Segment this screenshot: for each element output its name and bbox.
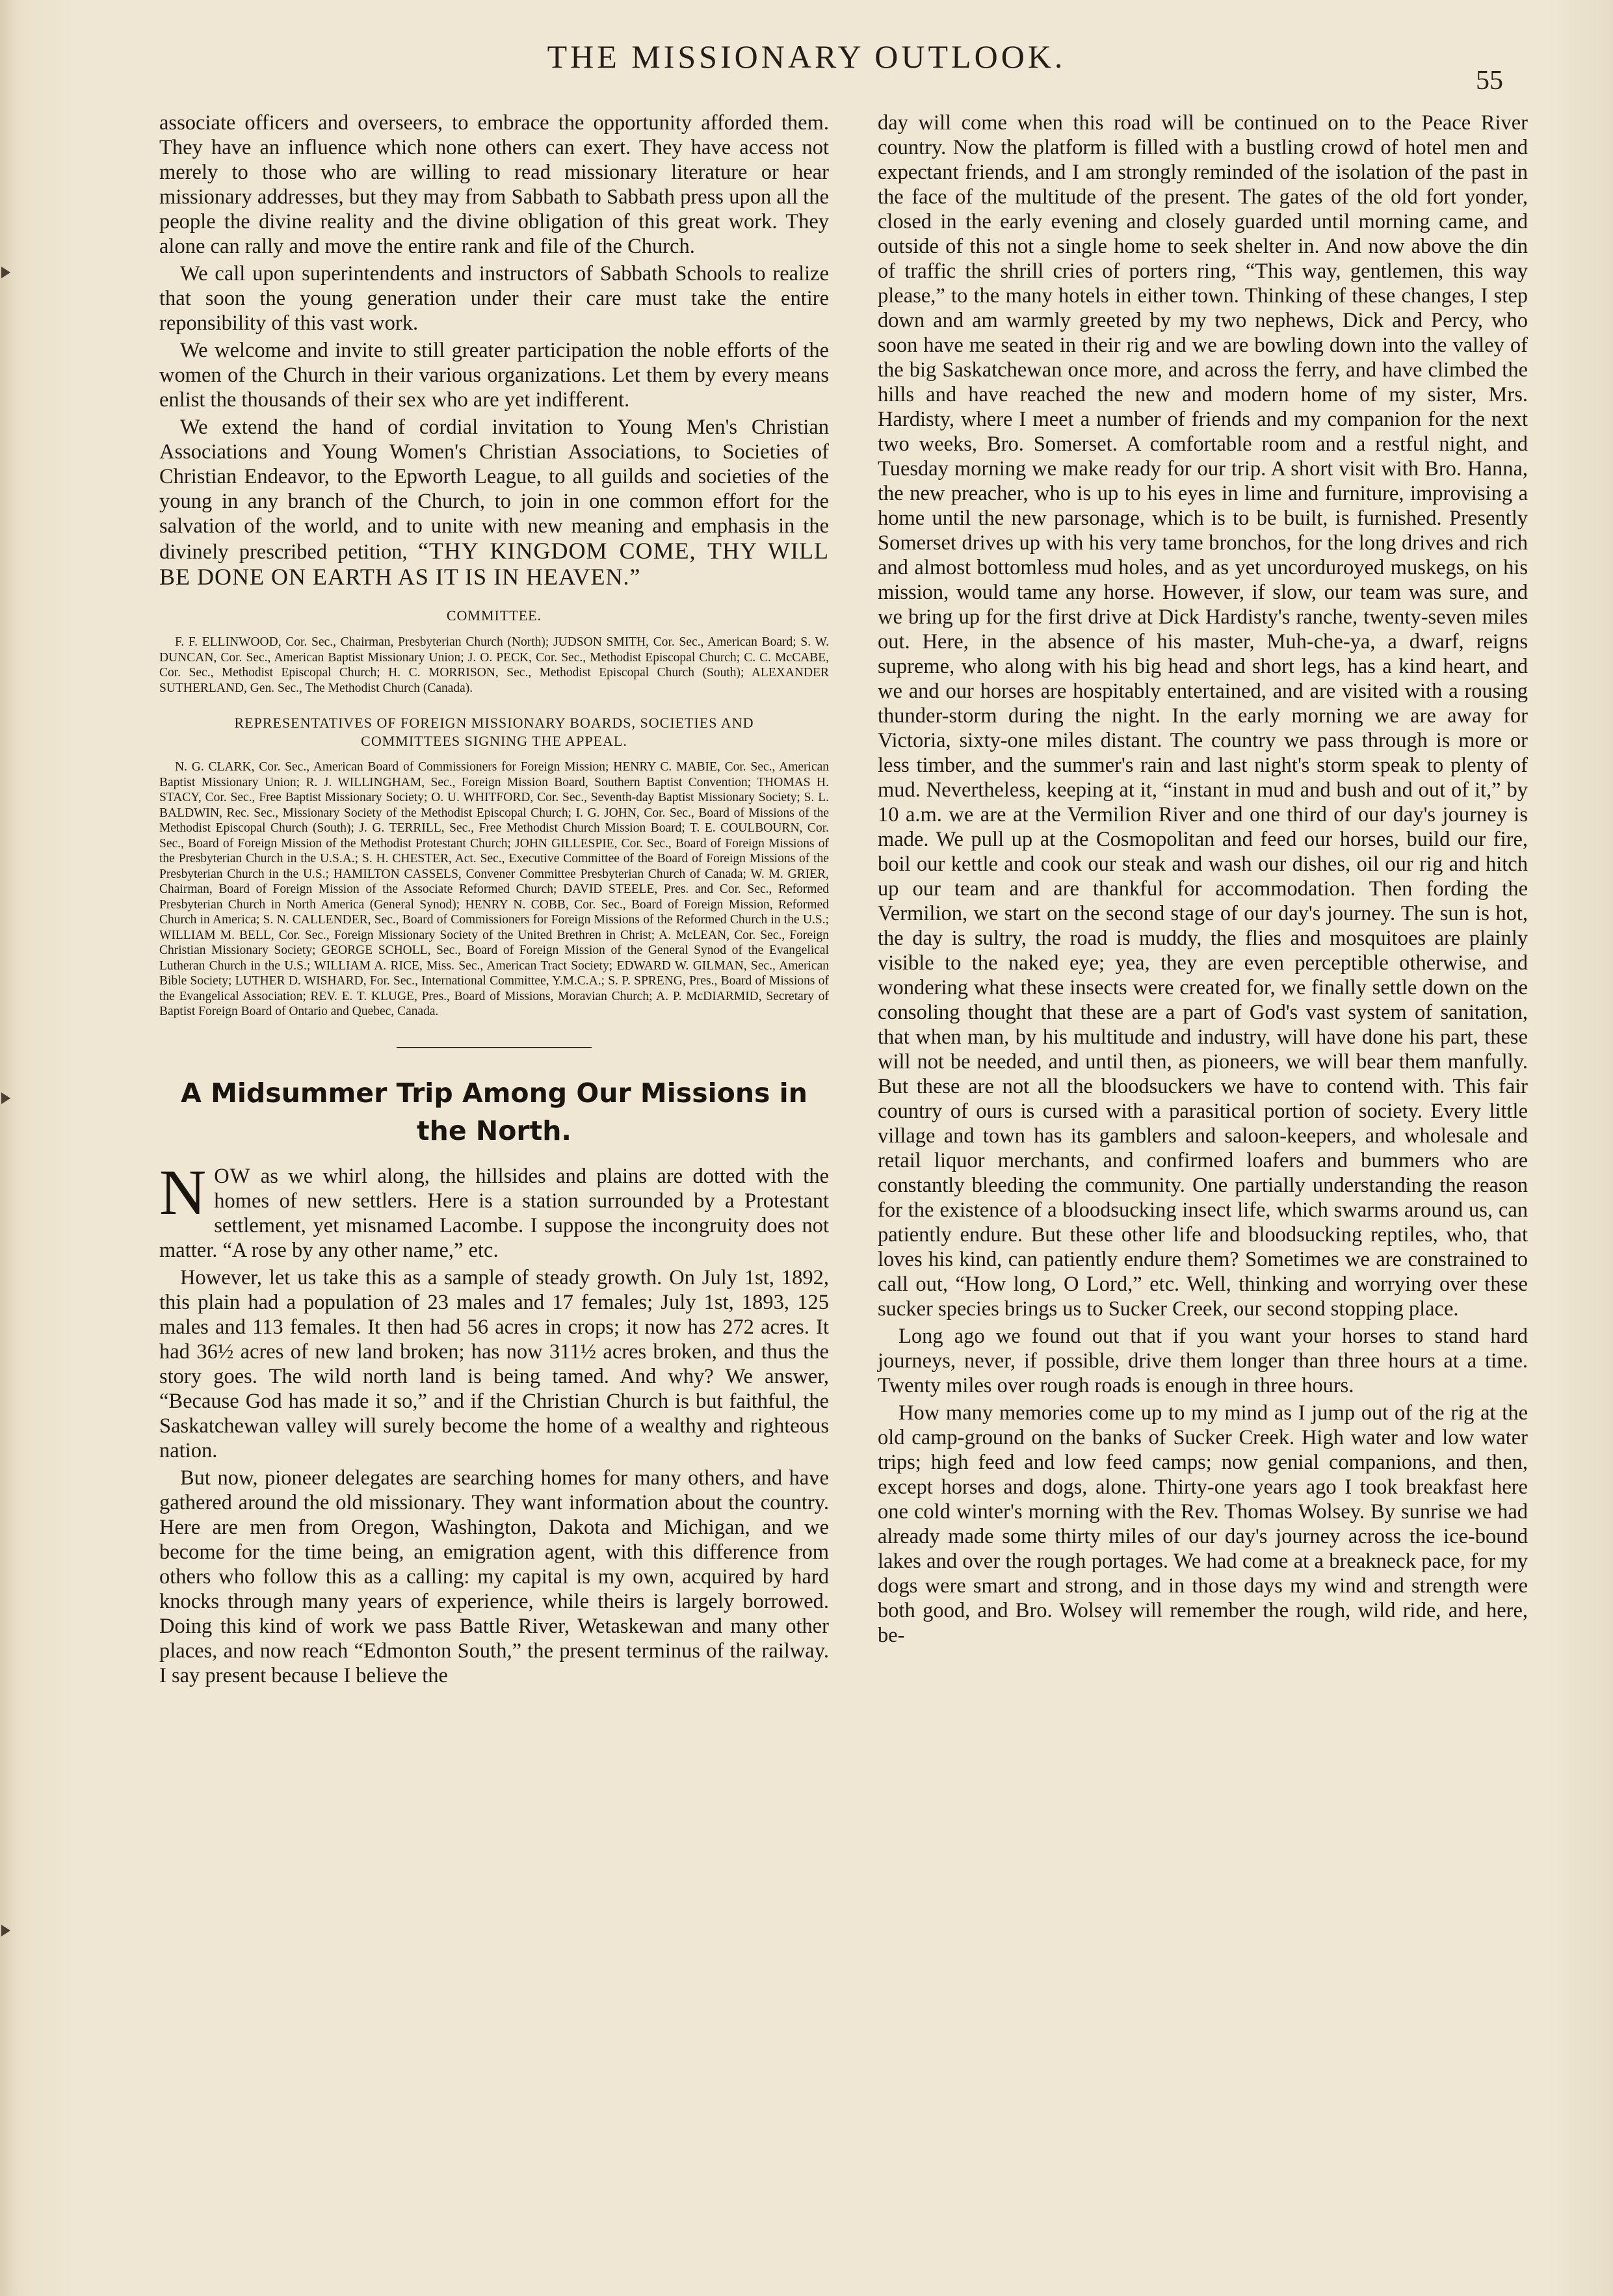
article-opening-paragraph <box>159 1155 829 1263</box>
lead-word: OW <box>214 1164 251 1188</box>
paragraph: Long ago we found out that if you want your horses to stand hard journeys, never, if possible, drive them longer than three hours at a time. Twenty miles over rough roads is enough in three hours. <box>878 1325 1528 1397</box>
paragraph: We call upon superintendents and instructors of Sabbath Schools to realize that soon the young generation under their care must take the entire reponsibility of this vast work. <box>159 262 829 335</box>
paragraph-text: as we whirl along, the hillsides and plains are dotted with the homes of new settlers. Here is a station surrounded by a Protestant settlement, yet misnamed Lacombe. I suppose the incongruity does not matter. “A rose by any other name,” etc. <box>159 1164 829 1262</box>
paragraph <box>159 415 829 590</box>
committee-heading: COMMITTEE. <box>446 607 542 624</box>
paragraph: How many memories come up to my mind as I jump out of the rig at the old camp-ground on the banks of Sucker Creek. High water and low water trips; high feed and low feed camps; now genial companions, and then, except horses and dogs, alone. Thirty-one years ago I took breakfast here one cold winter's morning with the Rev. Thomas Wolsey. By sunrise we had already made some thirty miles of our day's journey across the ice-bound lakes and over the rough portages. We had come at a breakneck pace, for my dogs were smart and strong, and in those days my wind and strength were both good, and Bro. Wolsey will remember the rough, wild ride, and here, be- <box>878 1401 1528 1647</box>
left-column <box>159 111 829 1688</box>
margin-arrow-icon <box>1 1092 10 1104</box>
margin-arrow-icon <box>1 1925 10 1936</box>
right-column <box>878 111 1528 1648</box>
paragraph: We welcome and invite to still greater participation the noble efforts of the women of the Church in their various organizations. Let them by every means enlist the thousands of their sex who are yet indifferent. <box>159 339 829 412</box>
paragraph: associate officers and overseers, to embrace the opportunity afforded them. They have an influence which none others can exert. They have access not merely to those who are willing to read missionary literature or hear missionary addresses, but they may from Sabbath to Sabbath press upon all the people the divine reality and the divine obligation of this great work. They alone can rally and move the entire rank and file of the Church. <box>159 111 829 258</box>
committee-list: F. F. ELLINWOOD, Cor. Sec., Chairman, Presbyterian Church (North); JUDSON SMITH, Cor. Sec., American Board; S. W. DUNCAN, Cor. Sec., American Baptist Missionary Union; J. O. PECK, Cor. Sec., Methodist Episcopal Church; C. C. McCABE, Cor. Sec., Methodist Episcopal Church; H. C. MORRISON, Sec., Methodist Episcopal Church (South); ALEXANDER SUTHERLAND, Gen. Sec., The Methodist Church (Canada). <box>159 635 829 695</box>
page-number: 55 <box>1476 66 1503 96</box>
paragraph: But now, pioneer delegates are searching homes for many others, and have gathered around the old missionary. They want information about the country. Here are men from Oregon, Washington, Dakota and Michigan, and we become for the time being, an emigration agent, with this difference from others who follow this as a calling: my capital is my own, acquired by hard knocks through many years of experience, while theirs is largely borrowed. Doing this kind of work we pass Battle River, Wetaskewan and many other places, and now reach “Edmonton South,” the present terminus of the railway. I say present because I believe the <box>159 1466 829 1687</box>
representatives-list: N. G. CLARK, Cor. Sec., American Board of Commissioners for Foreign Mission; HENRY C. MABIE, Cor. Sec., American Baptist Missionary Union; R. J. WILLINGHAM, Sec., Foreign Mission Board, Southern Baptist Convention; THOMAS H. STACY, Cor. Sec., Free Baptist Missionary Society; O. U. WHITFORD, Cor. Sec., Seventh-day Baptist Missionary Society; S. L. BALDWIN, Rec. Sec., Missionary Society of the Methodist Episcopal Church; I. G. JOHN, Cor. Sec., Board of Missions of the Methodist Episcopal Church (South); J. G. TERRILL, Sec., Free Methodist Church Mission Board; T. E. COULBOURN, Cor. Sec., Board of Foreign Mission of the Methodist Protestant Church; JOHN GILLESPIE, Cor. Sec., Board of Foreign Missions of the Presbyterian Church in the U.S.A.; S. H. CHESTER, Act. Sec., Executive Committee of the Board of Foreign Missions of the Presbyterian Church in the U.S.; HAMILTON CASSELS, Convener Committee Presbyterian Church of Canada; W. M. GRIER, Chairman, Board of Foreign Mission of the Associate Reformed Church; DAVID STEELE, Pres. and Cor. Sec., Reformed Presbyterian Church in North America (General Synod); HENRY N. COBB, Cor. Sec., Board of Foreign Mission, Reformed Church in America; S. N. CALLENDER, Sec., Board of Commissioners for Foreign Missions of the Reformed Church in the U.S.; WILLIAM M. BELL, Cor. Sec., Foreign Missionary Society of the United Brethren in Christ; A. McLEAN, Cor. Sec., Foreign Christian Missionary Society; GEORGE SCHOLL, Sec., Board of Foreign Mission of the General Synod of the Evangelical Lutheran Church in the U.S.; WILLIAM A. RICE, Miss. Sec., American Tract Society; EDWARD W. GILMAN, Sec., American Bible Society; LUTHER D. WISHARD, For. Sec., International Committee, Y.M.C.A.; S. P. SPRENG, Pres., Board of Missions of the Evangelical Association; REV. E. T. KLUGE, Pres., Board of Missions, Moravian Church; A. P. McDIARMID, Secretary of Baptist Foreign Board of Ontario and Quebec, Canada. <box>159 760 829 1018</box>
drop-cap: N <box>159 1155 207 1228</box>
petition-caps: “THY KINGDOM COME, THY WILL BE DONE ON EARTH AS IT IS IN HEAVEN.” <box>159 538 829 590</box>
paragraph: day will come when this road will be continued on to the Peace River country. Now the platform is filled with a bustling crowd of hotel men and expectant friends, and I am strongly reminded of the isolation of the past in the face of the multitude of the present. The gates of the old fort yonder, closed in the early evening and closely guarded until morning came, and outside of this not a single home to seek shelter in. And now above the din of traffic the shrill cries of porters ring, “This way, gentlemen, this way please,” to the many hotels in either town. Thinking of these changes, I step down and am warmly greeted by my two nephews, Dick and Percy, who soon have me seated in their rig and we are bowling down into the valley of the big Saskatchewan once more, and across the ferry, and have climbed the hills and have reached the new and modern home of my sister, Mrs. Hardisty, where I meet a number of friends and my companion for the next two weeks, Bro. Somerset. A comfortable room and a restful night, and Tuesday morning we make ready for our trip. A short visit with Bro. Hanna, the new preacher, who is up to his eyes in lime and furniture, improvising a home until the new parsonage, which is to be built, is furnished. Presently Somerset drives up with his very tame bronchos, for the long drives and rich and almost bottomless mud holes, and as yet uncorduroyed muskegs, on his mission, would tame any horse. However, if slow, our team was sure, and we bring up for the first drive at Dick Hardisty's ranche, twenty-seven miles out. Here, in the absence of his master, Muh-che-ya, a dwarf, reigns supreme, who along with his big head and short legs, has a kind heart, and we and our horses are hospitably entertained, and are visited with a rousing thunder-storm during the night. In the early morning we are away for Victoria, sixty-one miles distant. The country we pass through is more or less timber, and the summer's rain and last night's storm speak to plenty of mud. Nevertheless, keeping at it, “instant in mud and bush and out of it,” by 10 a.m. we are at the Vermilion River and one third of our day's journey is made. We pull up at the Cosmopolitan and feed our horses, build our fire, boil our kettle and cook our steak and wash our dishes, oil our rig and hitch up our team and are thankful for accommodation. Then fording the Vermilion, we start on the second stage of our day's journey. The sun is hot, the day is sultry, the road is muddy, the flies and mosquitoes are plainly visible to the naked eye; yea, they are even perceptible otherwise, and wondering what these insects were created for, we finally settle down on the consoling thought that these are a part of God's vast system of sanitation, that when man, by his multitude and industry, will have done his part, these will not be needed, and until then, as pioneers, we will bear them manfully. But these are not all the bloodsuckers we have to contend with. This fair country of ours is cursed with a parasitical portion of society. Every little village and town has its gamblers and saloon-keepers, and wholesale and retail liquor merchants, and confirmed loafers and bummers who are constantly bleeding the community. One partially understanding the reason for the existence of a bloodsucking insect life, which swarms around us, can patiently endure. But these other life and bloodsucking reptiles, who, that loves his kind, can patiently endure them? Sometimes we are constrained to call out, “How long, O Lord,” etc. Well, thinking and worrying over these sucker species brings us to Sucker Creek, our second stopping place. <box>878 111 1528 1321</box>
representatives-heading: REPRESENTATIVES OF FOREIGN MISSIONARY BOARDS, SOCIETIES AND COMMITTEES SIGNING THE APPEAL. <box>234 715 754 749</box>
paragraph: However, let us take this as a sample of steady growth. On July 1st, 1892, this plain had a population of 23 males and 17 females; July 1st, 1893, 125 males and 113 females. It then had 56 acres in crops; it now has 272 acres. It had 36½ acres of new land broken; has now 311½ acres broken, and thus the story goes. The wild north land is being tamed. And why? We answer, “Because God has made it so,” and if the Christian Church is but faithful, the Saskatchewan valley will surely become the home of a wealthy and righteous nation. <box>159 1265 829 1462</box>
article-title: A Midsummer Trip Among Our Missions in the North. <box>181 1077 807 1146</box>
paragraph-text: We extend the hand of cordial invitation to Young Men's Christian Associations and Young Women's Christian Associations, to Societies of Christian Endeavor, to the Epworth League, to all guilds and societies of the young in any branch of the Church, to join in one common effort for the salvation of the world, and to unite with new meaning and emphasis in the divinely prescribed petition, <box>159 416 829 564</box>
margin-arrow-icon <box>1 267 10 278</box>
journal-title: THE MISSIONARY OUTLOOK. <box>547 38 1066 75</box>
section-divider <box>397 1047 592 1048</box>
